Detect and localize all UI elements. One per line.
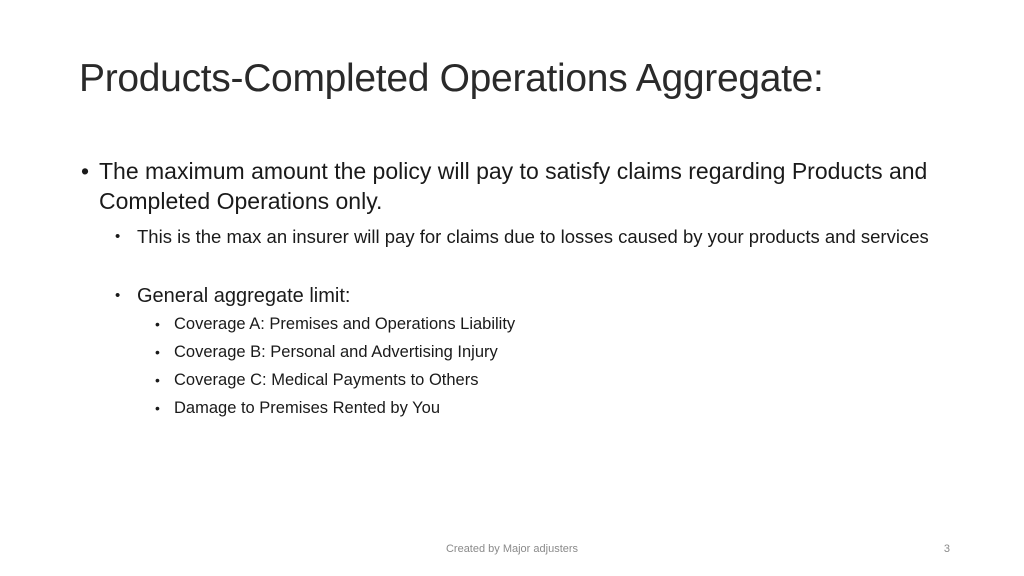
bullet-main: • The maximum amount the policy will pay to satisfy claims regarding Products and Completed Operations only. <box>79 156 959 216</box>
spacer <box>79 250 959 282</box>
bullet-sub-general: • General aggregate limit: <box>79 282 959 310</box>
spacer <box>79 216 959 224</box>
bullet-list <box>79 156 959 422</box>
bullet-coverage-b: • Coverage B: Personal and Advertising Injury <box>79 338 959 366</box>
slide-title: Products-Completed Operations Aggregate: <box>79 57 824 100</box>
bullet-damage-premises: • Damage to Premises Rented by You <box>79 394 959 422</box>
bullet-sub-max: • This is the max an insurer will pay for claims due to losses caused by your products and services <box>79 224 959 250</box>
bullet-coverage-c: • Coverage C: Medical Payments to Others <box>79 366 959 394</box>
bullet-coverage-a: • Coverage A: Premises and Operations Liability <box>79 310 959 338</box>
page-number: 3 <box>943 543 950 555</box>
footer-text: Created by Major adjusters <box>445 543 579 555</box>
